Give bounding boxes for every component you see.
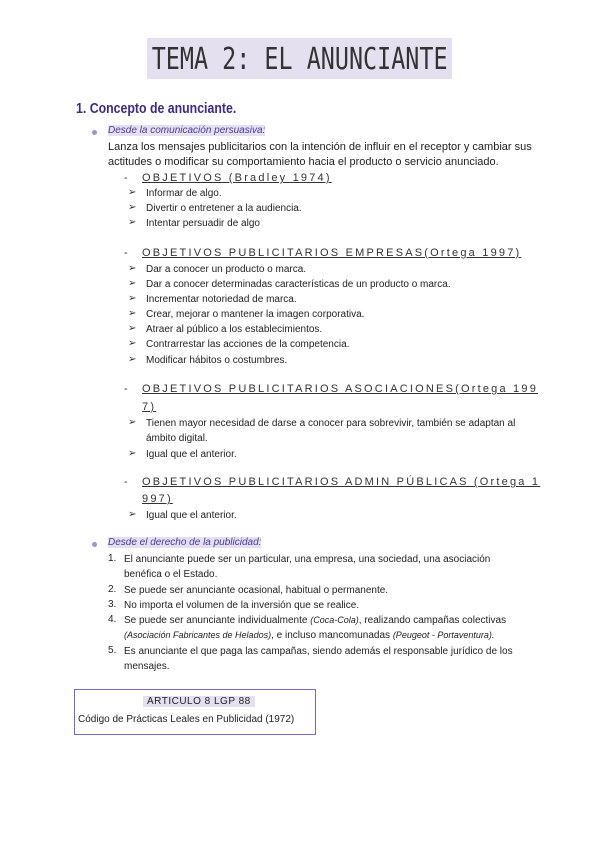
arrow-icon: ➢ — [128, 338, 137, 349]
numbered-item: Se puede ser anunciante ocasional, habitual o permanente. — [124, 585, 389, 596]
list-item: Modificar hábitos o costumbres. — [146, 355, 288, 366]
list-item: Tienen mayor necesidad de darse a conocer para sobrevivir, también se adaptan al — [146, 418, 516, 429]
numbered-item: El anunciante puede ser un particular, una empresa, una sociedad, una asociación — [124, 554, 491, 565]
arrow-icon: ➢ — [128, 263, 137, 274]
list-item: Divertir o entretener a la audiencia. — [146, 203, 302, 214]
arrow-icon: ➢ — [128, 308, 137, 319]
list-item: Dar a conocer determinadas características de un producto o marca. — [146, 279, 451, 290]
list-item: Igual que el anterior. — [146, 449, 237, 460]
objectives-title: OBJETIVOS PUBLICITARIOS ADMIN PÚBLICAS (Ortega 1 — [142, 476, 541, 488]
numbered-item: No importa el volumen de la inversión que se realice. — [124, 600, 360, 611]
numbered-item-cont — [124, 628, 494, 643]
numbered-item-cont: mensajes. — [124, 661, 170, 672]
objectives-title: OBJETIVOS PUBLICITARIOS ASOCIACIONES(Ortega 199 — [142, 383, 539, 395]
dash-glyph: - — [124, 383, 128, 395]
objectives-title-cont: 7) — [142, 401, 157, 413]
text-segment: , realizando campañas colectivas — [358, 615, 507, 626]
numbered-item: Es anunciante el que paga las campañas, siendo además el responsable jurídico de los — [124, 646, 513, 657]
text-segment-italic: (Peugeot - Portaventura). — [392, 630, 495, 640]
list-item: Crear, mejorar o mantener la imagen corporativa. — [146, 309, 365, 320]
text-segment-italic: (Asociación Fabricantes de Helados) — [124, 630, 272, 640]
arrow-icon: ➢ — [128, 217, 137, 228]
paragraph-line: actitudes o modificar su comportamiento hacia el producto o servicio anunciado. — [108, 156, 499, 168]
arrow-icon: ➢ — [128, 278, 137, 289]
list-item: Dar a conocer un producto o marca. — [146, 264, 307, 275]
article-text: Código de Prácticas Leales en Publicidad (1972) — [78, 714, 295, 725]
list-number: 2. — [108, 584, 117, 595]
list-item: Incrementar notoriedad de marca. — [146, 294, 297, 305]
article-heading: ARTICULO 8 LGP 88 — [143, 696, 255, 707]
arrow-icon: ➢ — [128, 417, 137, 428]
list-number: 1. — [108, 553, 117, 564]
objectives-title-cont: 997) — [142, 493, 173, 505]
text-segment: , e incluso mancomunadas — [271, 630, 393, 641]
section-heading: 1. Concepto de anunciante. — [76, 101, 237, 117]
bullet-label-persuasiva: Desde la comunicación persuasiva: — [108, 125, 266, 136]
arrow-icon: ➢ — [128, 448, 137, 459]
arrow-icon: ➢ — [128, 293, 137, 304]
numbered-item — [124, 613, 506, 628]
list-item: Atraer al público a los establecimientos. — [146, 324, 323, 335]
page-title: TEMA 2: EL ANUNCIANTE — [147, 38, 452, 79]
objectives-title: OBJETIVOS (Bradley 1974) — [142, 172, 332, 184]
list-number: 3. — [108, 599, 117, 610]
paragraph-line: Lanza los mensajes publicitarios con la intención de influir en el receptor y cambiar sus — [108, 141, 532, 153]
bullet-dot — [92, 130, 97, 135]
arrow-icon: ➢ — [128, 509, 137, 520]
arrow-icon: ➢ — [128, 187, 137, 198]
list-item-cont: ámbito digital. — [146, 433, 208, 444]
list-item: Contrarrestar las acciones de la competencia. — [146, 339, 350, 350]
list-item: Informar de algo. — [146, 188, 222, 199]
text-segment-italic: (Coca-Cola) — [310, 615, 359, 625]
arrow-icon: ➢ — [128, 202, 137, 213]
numbered-item-cont: benéfica o el Estado. — [124, 569, 218, 580]
arrow-icon: ➢ — [128, 354, 137, 365]
dash-glyph: - — [124, 247, 128, 259]
objectives-title: OBJETIVOS PUBLICITARIOS EMPRESAS(Ortega 1997) — [142, 247, 522, 259]
title-wrap — [0, 38, 600, 79]
list-number: 4. — [108, 614, 117, 625]
dash-glyph: - — [124, 172, 128, 184]
bullet-dot — [92, 542, 97, 547]
dash-glyph: - — [124, 476, 128, 488]
list-item: Igual que el anterior. — [146, 510, 237, 521]
text-segment: Se puede ser anunciante individualmente — [124, 615, 311, 626]
bullet-label-derecho: Desde el derecho de la publicidad: — [108, 537, 262, 548]
list-number: 5. — [108, 645, 117, 656]
arrow-icon: ➢ — [128, 323, 137, 334]
list-item: Intentar persuadir de algo — [146, 218, 260, 229]
